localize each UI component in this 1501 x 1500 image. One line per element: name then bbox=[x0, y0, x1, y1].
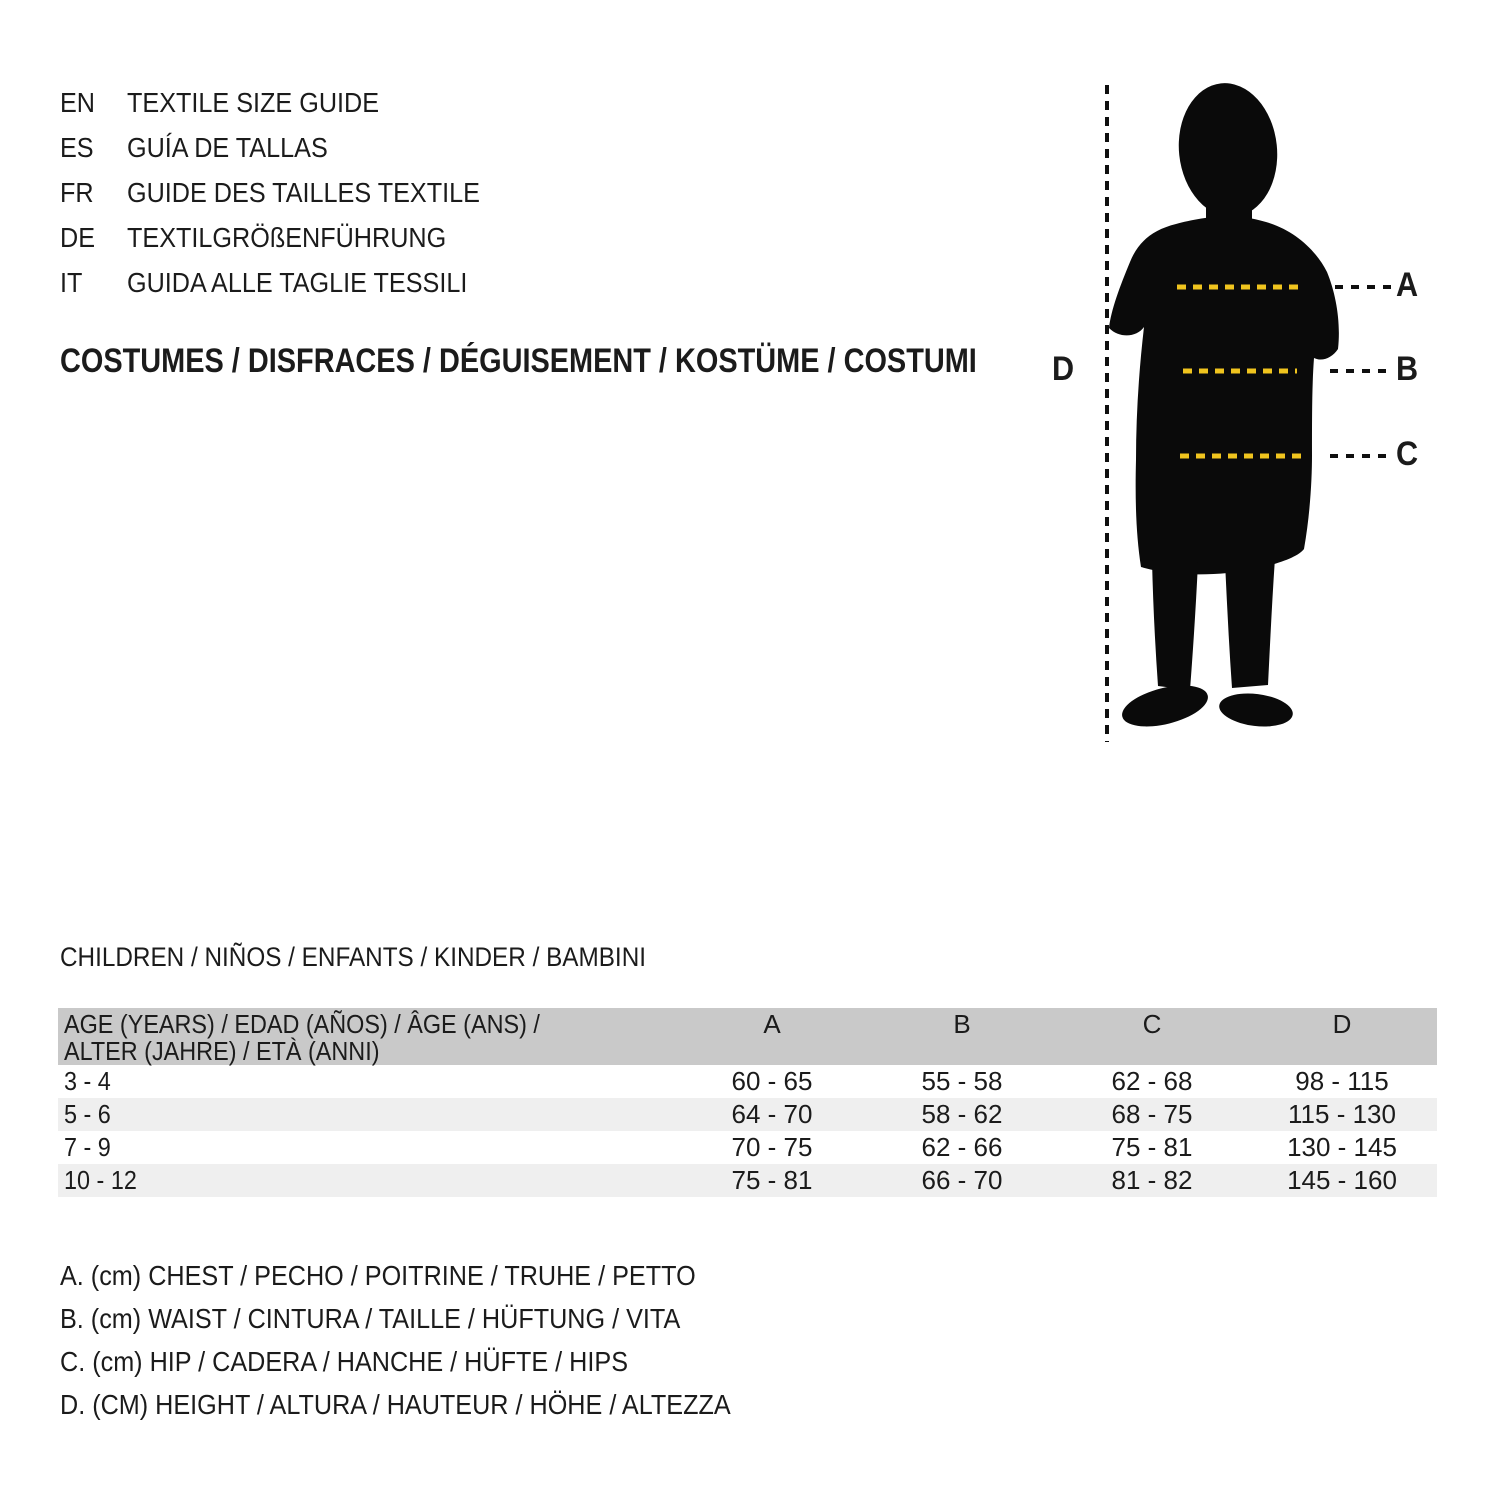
value-cell-d: 130 - 145 bbox=[1287, 1132, 1397, 1162]
column-header-a: A bbox=[763, 1009, 781, 1039]
age-value: 10 - 12 bbox=[64, 1165, 137, 1195]
measurement-label-a: A bbox=[1396, 266, 1419, 304]
age-cell bbox=[58, 1065, 677, 1098]
measurement-label-c: C bbox=[1396, 435, 1419, 473]
table-row bbox=[58, 1098, 1437, 1131]
legend-text: D. (CM) HEIGHT / ALTURA / HAUTEUR / HÖHE / ALTEZZA bbox=[60, 1389, 731, 1420]
legend-text: C. (cm) HIP / CADERA / HANCHE / HÜFTE / HIPS bbox=[60, 1346, 628, 1377]
value-cell-d: 115 - 130 bbox=[1288, 1099, 1396, 1129]
value-cell-b: 66 - 70 bbox=[921, 1165, 1003, 1195]
language-code: IT bbox=[60, 267, 83, 298]
table-header-row bbox=[58, 1008, 1437, 1065]
value-cell-c: 81 - 82 bbox=[1111, 1165, 1193, 1195]
age-cell bbox=[58, 1131, 677, 1164]
value-cell-b: 62 - 66 bbox=[921, 1132, 1003, 1162]
column-header-d: D bbox=[1332, 1009, 1352, 1039]
table-row bbox=[58, 1164, 1437, 1197]
language-label: TEXTILE SIZE GUIDE bbox=[127, 87, 380, 118]
section-title-children bbox=[60, 942, 711, 973]
value-cell-b: 58 - 62 bbox=[921, 1099, 1003, 1129]
table-row bbox=[58, 1131, 1437, 1164]
value-cell-a: 75 - 81 bbox=[731, 1165, 813, 1195]
language-row-es bbox=[60, 125, 519, 170]
age-value: 3 - 4 bbox=[64, 1066, 111, 1096]
language-row-en bbox=[60, 80, 519, 125]
measurement-label-d: D bbox=[1052, 350, 1075, 388]
age-cell bbox=[58, 1098, 677, 1131]
language-row-fr bbox=[60, 170, 519, 215]
age-value: 7 - 9 bbox=[64, 1132, 111, 1162]
column-header-c: C bbox=[1142, 1009, 1162, 1039]
legend-text: B. (cm) WAIST / CINTURA / TAILLE / HÜFTUNG / VITA bbox=[60, 1303, 681, 1334]
language-label: GUIDE DES TAILLES TEXTILE bbox=[127, 177, 480, 208]
language-label: TEXTILGRÖßENFÜHRUNG bbox=[127, 222, 447, 253]
value-cell-a: 60 - 65 bbox=[731, 1066, 813, 1096]
legend-item-height bbox=[60, 1383, 805, 1426]
value-cell-c: 68 - 75 bbox=[1111, 1099, 1193, 1129]
language-row-de bbox=[60, 215, 519, 260]
language-code: FR bbox=[60, 177, 94, 208]
value-cell-c: 75 - 81 bbox=[1111, 1132, 1193, 1162]
column-header-b: B bbox=[953, 1009, 971, 1039]
age-header-line1: AGE (YEARS) / EDAD (AÑOS) / ÂGE (ANS) / bbox=[64, 1009, 540, 1039]
value-cell-d: 145 - 160 bbox=[1287, 1165, 1397, 1195]
legend-item-hip bbox=[60, 1340, 805, 1383]
language-label: GUIDA ALLE TAGLIE TESSILI bbox=[127, 267, 468, 298]
age-column-header bbox=[58, 1008, 677, 1065]
value-cell-d: 98 - 115 bbox=[1295, 1066, 1389, 1096]
language-code: ES bbox=[60, 132, 94, 163]
legend-item-waist bbox=[60, 1297, 805, 1340]
size-table bbox=[58, 1008, 1437, 1197]
language-label: GUÍA DE TALLAS bbox=[127, 132, 328, 163]
value-cell-a: 70 - 75 bbox=[731, 1132, 813, 1162]
legend-item-chest bbox=[60, 1254, 805, 1297]
section-title-text: CHILDREN / NIÑOS / ENFANTS / KINDER / BAMBINI bbox=[60, 942, 646, 972]
category-title bbox=[60, 342, 1139, 381]
value-cell-c: 62 - 68 bbox=[1111, 1066, 1193, 1096]
measurement-legend bbox=[60, 1254, 805, 1426]
value-cell-a: 64 - 70 bbox=[731, 1099, 813, 1129]
table-row bbox=[58, 1065, 1437, 1098]
age-cell bbox=[58, 1164, 677, 1197]
measurement-label-b: B bbox=[1396, 350, 1419, 388]
value-cell-b: 55 - 58 bbox=[921, 1066, 1003, 1096]
language-row-it bbox=[60, 260, 519, 305]
child-silhouette bbox=[1109, 78, 1339, 734]
age-value: 5 - 6 bbox=[64, 1099, 111, 1129]
language-code: EN bbox=[60, 87, 96, 118]
category-title-text: COSTUMES / DISFRACES / DÉGUISEMENT / KOSTÜME / COSTUMI bbox=[60, 342, 977, 380]
legend-text: A. (cm) CHEST / PECHO / POITRINE / TRUHE / PETTO bbox=[60, 1260, 696, 1291]
language-list bbox=[60, 80, 519, 305]
age-header-line2: ALTER (JAHRE) / ETÀ (ANNI) bbox=[64, 1036, 380, 1066]
child-silhouette-graphic bbox=[1040, 70, 1460, 760]
language-code: DE bbox=[60, 222, 96, 253]
